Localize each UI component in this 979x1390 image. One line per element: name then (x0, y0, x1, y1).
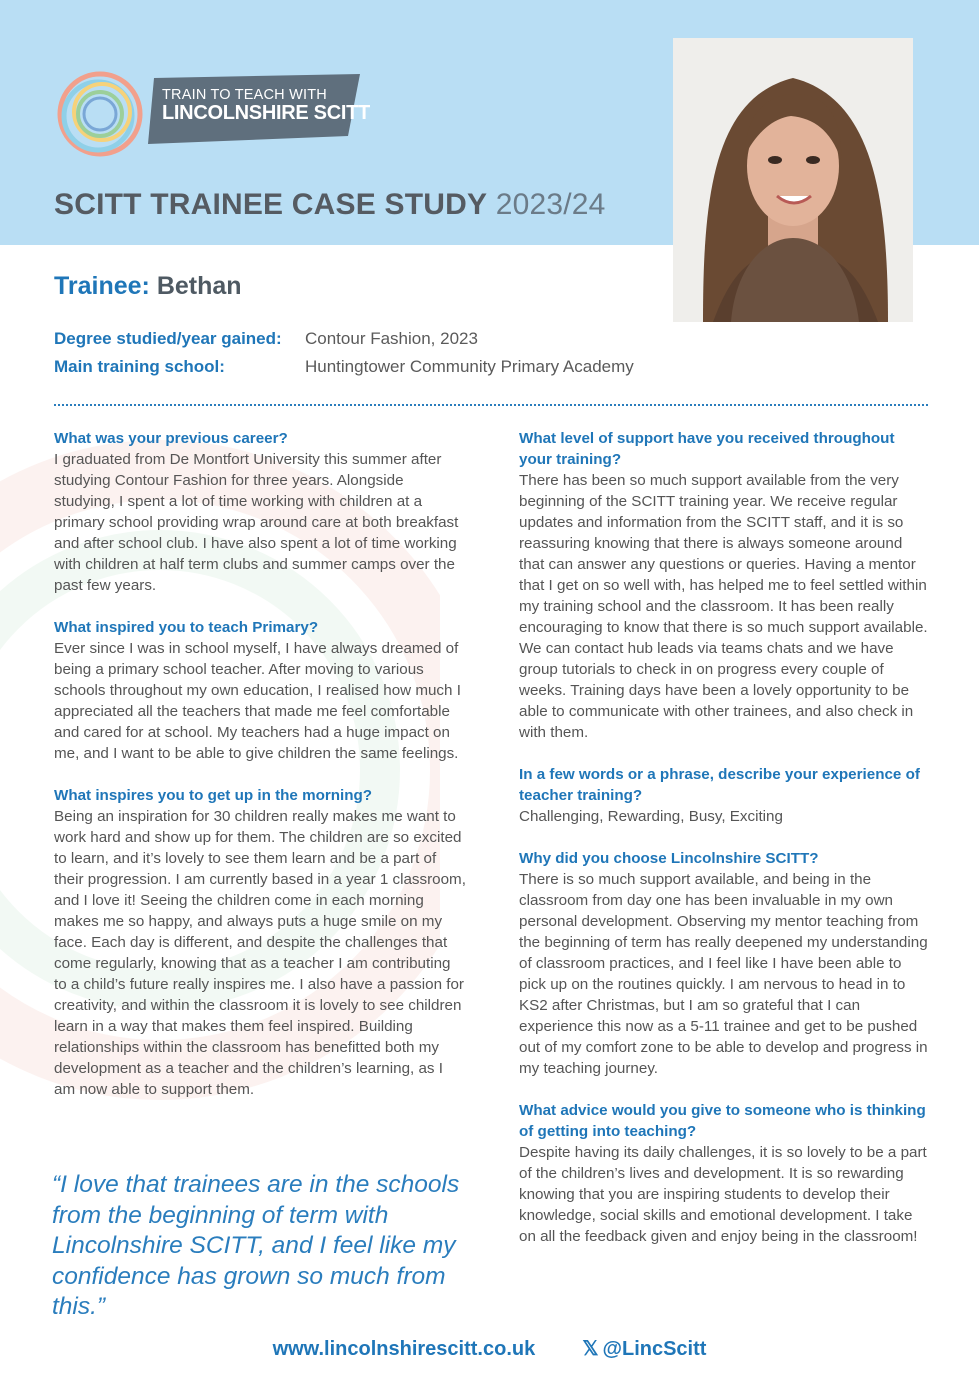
social-link[interactable] (582, 1338, 706, 1360)
footer (0, 1336, 979, 1361)
logo-rings-icon (52, 66, 148, 162)
logo-line-2: LINCOLNSHIRE SCITT (162, 102, 370, 125)
qa-block (519, 848, 931, 1079)
school-value: Huntingtower Community Primary Academy (305, 357, 634, 376)
degree-label: Degree studied/year gained: (54, 329, 282, 348)
scitt-logo[interactable] (52, 66, 372, 162)
logo-line-1: TRAIN TO TEACH WITH (162, 87, 327, 103)
qa-block (519, 428, 931, 743)
trainee-heading (54, 272, 242, 301)
qa-block (54, 785, 466, 1100)
school-label: Main training school: (54, 357, 225, 376)
question-heading: What level of support have you received throughout your training? (519, 430, 895, 468)
answer-text: Ever since I was in school myself, I have always dreamed of being a primary school teacher. After moving to various schools throughout my own education, I realised how much I appreciated all the teachers that made me feel comfortable and cared for at school. My teachers had a huge impact on me, and I want to be able to give children the same feelings. (54, 640, 461, 762)
question-heading: What inspired you to teach Primary? (54, 619, 319, 636)
page-title (54, 188, 606, 222)
answer-text: There is so much support available, and being in the classroom from day one has been invaluable in my own personal development. Observing my mentor teaching from the beginning of term has really deepened my understanding of classroom practices, and I feel like I have been able to pick up on the routines quickly. I am nervous to head in to KS2 after Christmas, but I am so grateful that I can experience this now as a 5-11 trainee and get to be pushed out of my comfort zone to be able to develop and progress in my teaching journey. (519, 871, 928, 1077)
qa-block (54, 617, 466, 764)
pull-quote: “I love that trainees are in the schools from the beginning of term with Lincolnshire SCITT, and I feel like my confidence has grown so much from this.” (52, 1171, 460, 1320)
dotted-divider (54, 404, 928, 406)
trainee-portrait-image (673, 38, 913, 322)
trainee-name: Bethan (156, 272, 242, 300)
school-row (54, 357, 754, 379)
degree-row (54, 329, 754, 351)
trainee-label: Trainee: (54, 272, 150, 300)
question-heading: In a few words or a phrase, describe your experience of teacher training? (519, 766, 920, 804)
qa-block (519, 764, 931, 827)
question-heading: What was your previous career? (54, 430, 288, 447)
answer-text: Being an inspiration for 30 children really makes me want to work hard and show up for them. The children are so excited to learn, and it’s lovely to see them learn and be a part of their progression. I am currently based in a year 1 classroom, and I love it! Seeing the children come in each morning makes me so happy, and always puts a huge smile on my face. Each day is different, and despite the challenges that come regularly, knowing that as a teacher I am contributing to a child’s future really inspires me. I also have a passion for creativity, and within the classroom it is lovely to see children learn in a way that makes them feel inspired. Building relationships within the classroom has benefitted both my development as a teacher and the children’s learning, as I am now able to support them. (54, 808, 466, 1098)
question-heading: What inspires you to get up in the morning? (54, 787, 373, 804)
question-heading: Why did you choose Lincolnshire SCITT? (519, 850, 819, 867)
website-link[interactable]: www.lincolnshirescitt.co.uk (272, 1338, 536, 1360)
answer-text: I graduated from De Montfort University this summer after studying Contour Fashion for three years. Alongside studying, I spent a lot of time working with children at a primary school providing wrap around care at both breakfast and after school club. I have also spent a lot of time working with children at half term clubs and summer camps over the past few years. (54, 451, 459, 594)
right-column (519, 428, 931, 1268)
trainee-photo (673, 38, 913, 322)
x-logo-icon: 𝕏 (582, 1338, 599, 1360)
answer-text: There has been so much support available from the very beginning of the SCITT training year. We receive regular updates and information from the SCITT staff, and it is so reassuring knowing that there is always someone around that can answer any questions or queries. Having a mentor that I get on so well with, has helped me to feel settled within my training school and the classroom. It has been really encouraging to know that there is so much support available. We can contact hub leads via teams chats and we have group tutorials to check in on progress every couple of weeks. Training days have been a lovely opportunity to be able to communicate with other trainees, and also check in with them. (519, 472, 928, 741)
answer-text: Despite having its daily challenges, it is so lovely to be a part of the children’s lives and development. It is so rewarding knowing that you are inspiring students to develop their knowledge, social skills and emotional development. I take on all the feedback given and enjoy being in the classroom! (519, 1144, 927, 1245)
social-handle: @LincScitt (602, 1338, 707, 1360)
qa-block (54, 428, 466, 596)
degree-value: Contour Fashion, 2023 (305, 329, 478, 348)
page-title-main: SCITT TRAINEE CASE STUDY (54, 188, 488, 221)
page-title-year: 2023/24 (495, 188, 606, 221)
qa-block (519, 1100, 931, 1247)
left-column (54, 428, 466, 1121)
question-heading: What advice would you give to someone who is thinking of getting into teaching? (519, 1102, 926, 1140)
answer-text: Challenging, Rewarding, Busy, Exciting (519, 808, 783, 825)
logo-text (162, 88, 370, 124)
